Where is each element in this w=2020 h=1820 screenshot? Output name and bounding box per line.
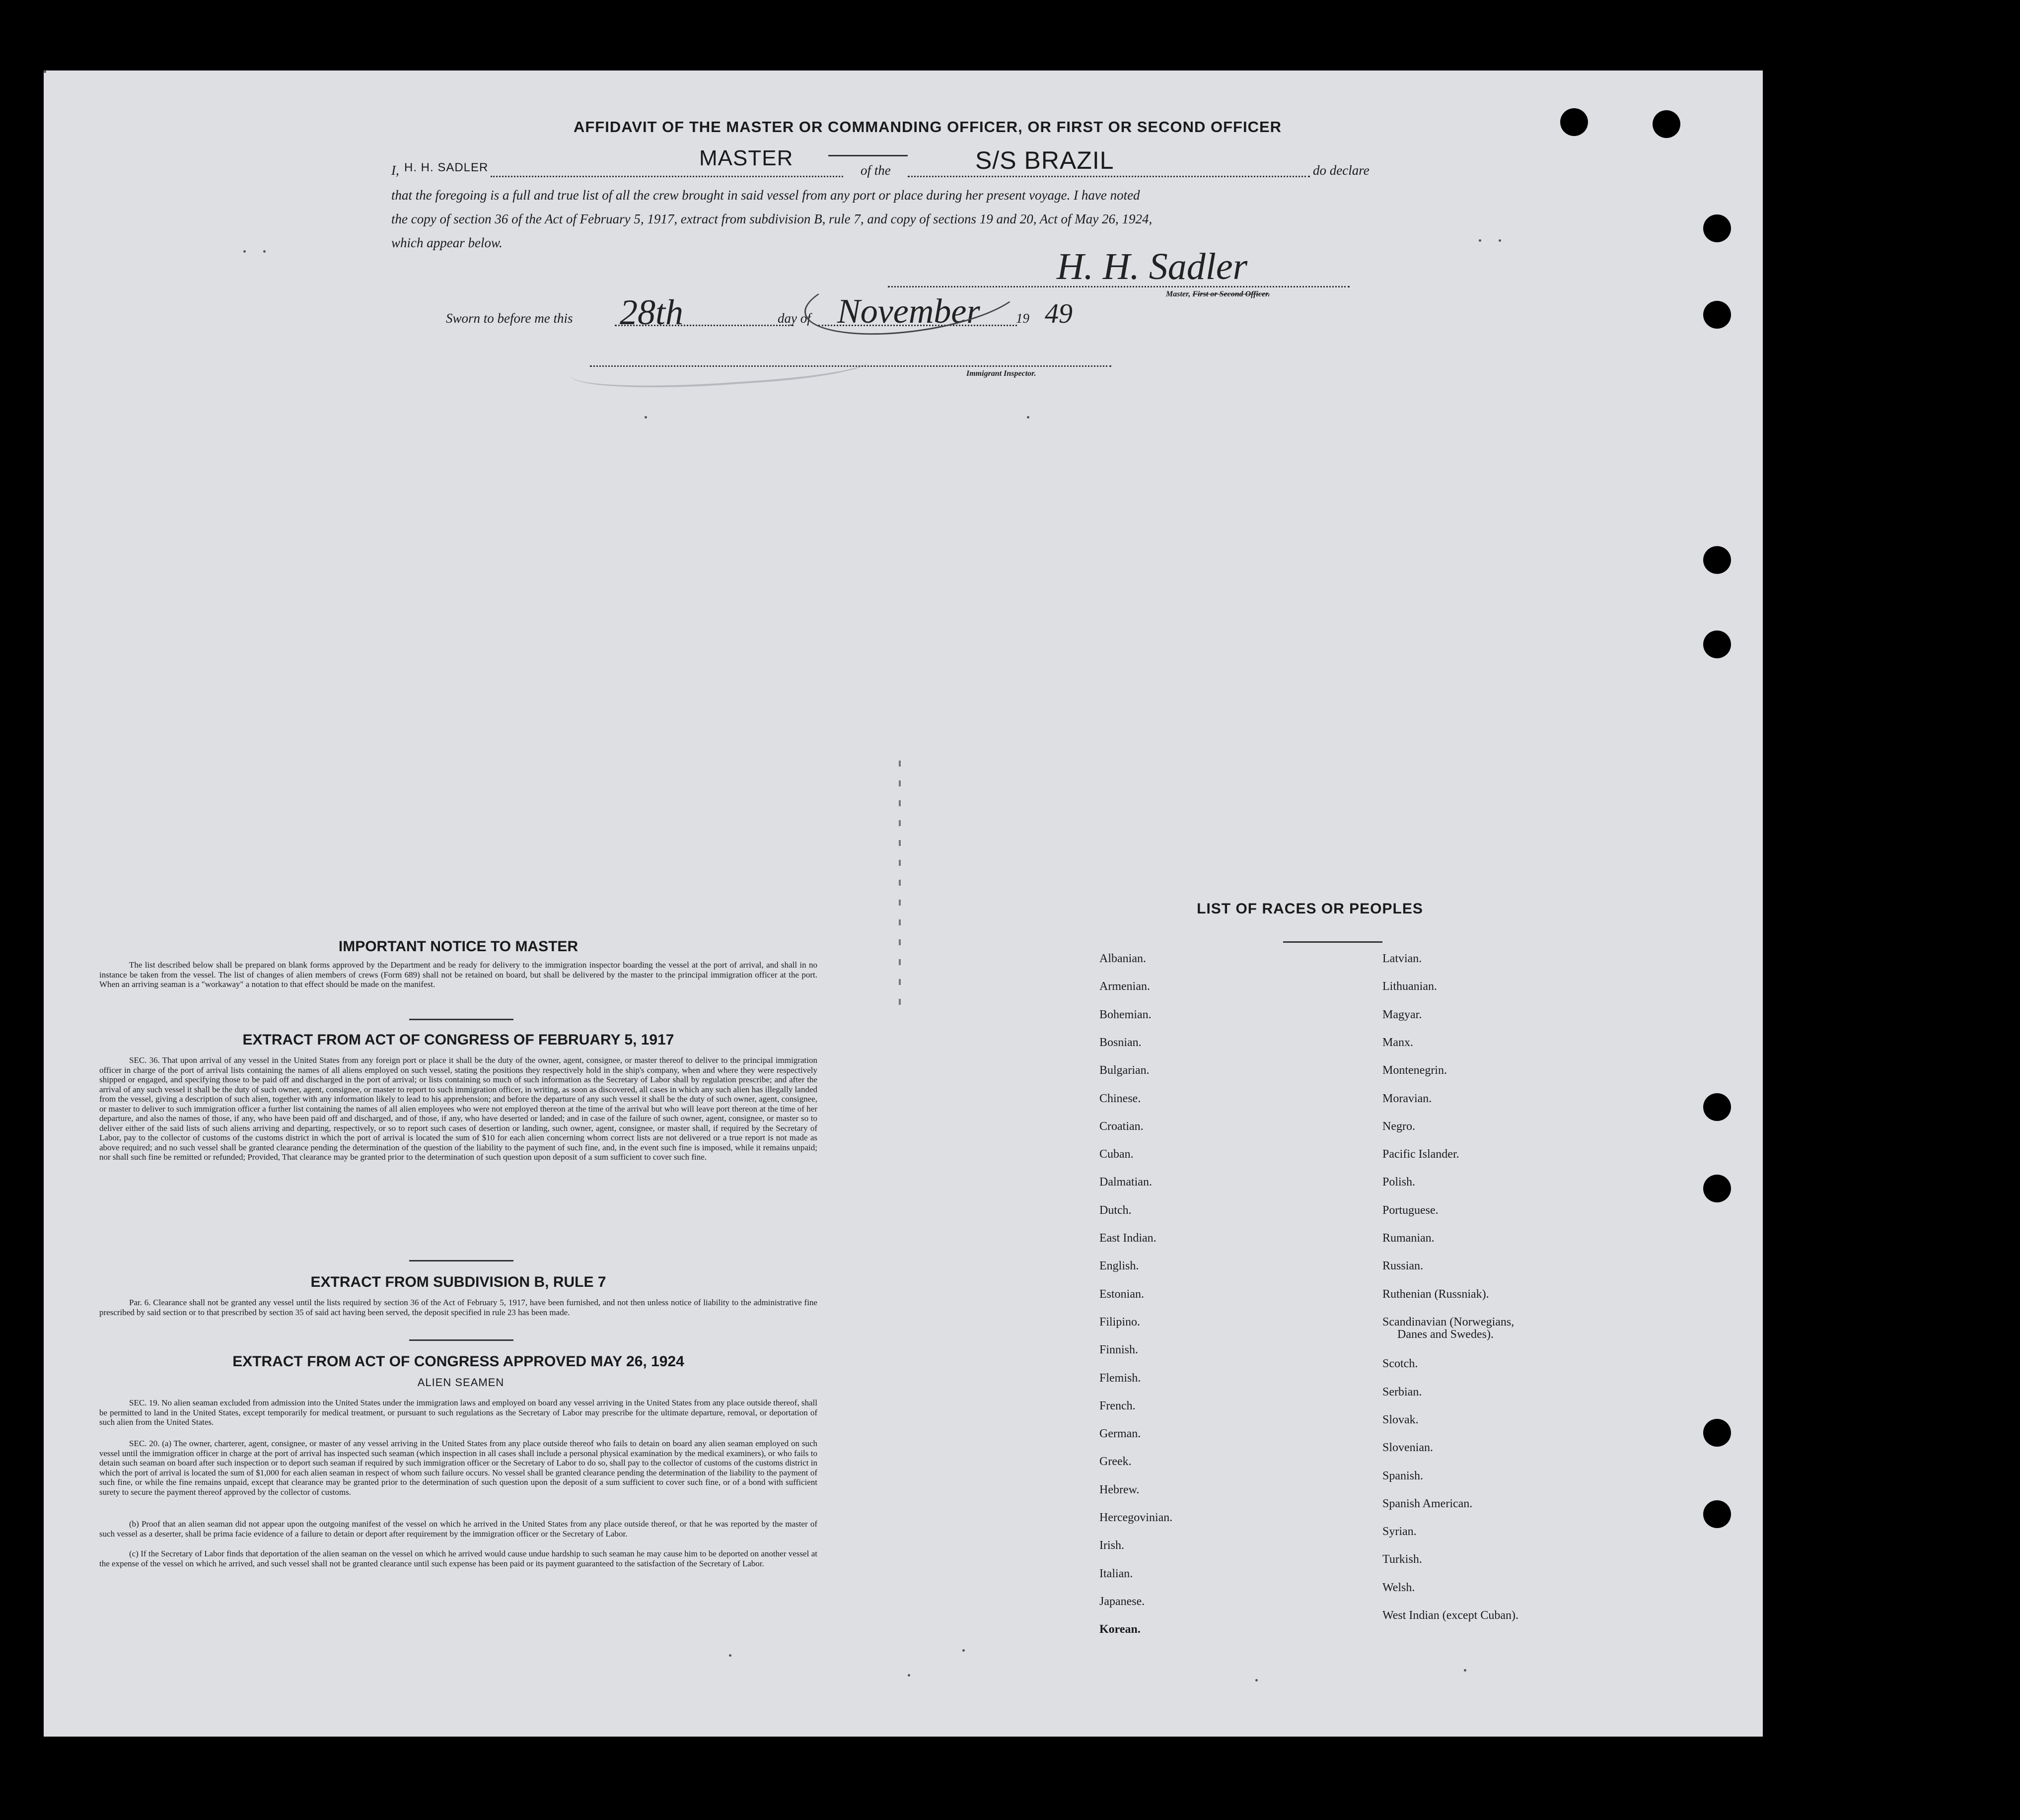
section-divider [409, 1339, 513, 1341]
race-item: Estonian. [1099, 1287, 1144, 1301]
day-of-label: day of [778, 311, 811, 326]
race-item: Croatian. [1099, 1120, 1144, 1133]
dotted-line [491, 176, 843, 177]
dash-mark [828, 155, 908, 156]
race-item: Magyar. [1382, 1008, 1422, 1021]
speck [263, 250, 266, 253]
speck [962, 1649, 965, 1652]
punch-hole [1703, 301, 1731, 329]
race-item: Hercegovinian. [1099, 1511, 1173, 1524]
race-item: Filipino. [1099, 1315, 1141, 1329]
race-item: Scandinavian (Norwegians, [1382, 1315, 1515, 1329]
race-item: Greek. [1099, 1455, 1132, 1469]
race-item: Ruthenian (Russniak). [1382, 1287, 1489, 1301]
dotted-line [908, 176, 1310, 177]
race-item: Bosnian. [1099, 1036, 1142, 1049]
race-item: Serbian. [1382, 1385, 1422, 1399]
race-item: Armenian. [1099, 980, 1150, 993]
race-item: Bohemian. [1099, 1008, 1152, 1021]
punch-hole [1703, 1419, 1731, 1447]
speck [645, 416, 647, 419]
inspector-signature-scrawl [569, 338, 869, 396]
race-item: Danes and Swedes). [1397, 1328, 1494, 1341]
race-item: Irish. [1099, 1539, 1124, 1552]
race-item: Hebrew. [1099, 1483, 1140, 1496]
race-item: Latvian. [1382, 952, 1422, 965]
vessel-name: S/S BRAZIL [975, 146, 1114, 174]
races-divider [1283, 941, 1382, 943]
race-item: Dutch. [1099, 1203, 1132, 1217]
punch-hole [1703, 1500, 1731, 1528]
race-item: Montenegrin. [1382, 1064, 1447, 1077]
year-suffix: 49 [1045, 298, 1073, 329]
race-item: Chinese. [1099, 1092, 1141, 1105]
race-item: Spanish American. [1382, 1497, 1473, 1510]
inspector-line [590, 365, 1111, 367]
signature-caption: Master, First or Second Officer. [1166, 290, 1270, 298]
race-item: Pacific Islander. [1382, 1148, 1459, 1161]
race-item: Bulgarian. [1099, 1064, 1150, 1077]
manifest-page [44, 70, 1763, 1737]
races-title: LIST OF RACES OR PEOPLES [1197, 901, 1423, 917]
speck [729, 1654, 731, 1657]
fold-mark [899, 761, 901, 1019]
speck [44, 70, 46, 73]
struck-text: First or Second Officer. [1192, 290, 1270, 298]
extract-1924-title: EXTRACT FROM ACT OF CONGRESS APPROVED MAY 26, 1924 [232, 1353, 684, 1370]
extract-rule7-title: EXTRACT FROM SUBDIVISION B, RULE 7 [310, 1274, 606, 1290]
extract-1924-sec20a: SEC. 20. (a) The owner, charterer, agent, consignee, or master of any vessel arriving in the United States from any place outside thereof who fails to detain on board any alien seaman employed on such vessel until the immigration officer in charge at the port of arrival has inspected such seaman (which inspection in all cases shall include a personal physical examination by the medical examiners), or who fails to detain such seaman on board after such inspection or to deport such seaman if required by such immigration officer or the Secretary of Labor to do so, shall pay to the collector of customs of the customs district in which the port of arrival is located the sum of $1,000 for each alien seaman in respect of whom such failure occurs. No vessel shall be granted clearance pending the determination of the liability to the payment of such fine, or while the fine remains unpaid, except that clearance may be granted prior to the determination of such question upon the deposit of a sum sufficient to cover such fine, or of a bond with sufficient surety to secure the payment thereof approved by the collector of customs. [99, 1439, 817, 1497]
sworn-day: 28th [620, 292, 684, 332]
lead-i: I, [391, 163, 399, 178]
extract-rule7-text: Par. 6. Clearance shall not be granted any vessel until the lists required by section 36 of the Act of February 5, 1917, have been furnished, and not then unless notice of liability to the administrative fine prescribed by said section or to that prescribed by section 35 of said act having been served, the deposit specified in rule 23 has been made. [99, 1298, 817, 1317]
affidavit-line-3: the copy of section 36 of the Act of February 5, 1917, extract from subdivision B, rule 7, and copy of sections 19 and 20, Act of May 26, 1924, [391, 211, 1153, 226]
race-item: Spanish. [1382, 1469, 1424, 1482]
speck [908, 1674, 910, 1677]
sworn-label: Sworn to before me this [446, 311, 573, 326]
signature-flourish [800, 249, 1029, 347]
punch-hole [1703, 214, 1731, 242]
race-item: Slovak. [1382, 1413, 1419, 1426]
punch-hole [1703, 546, 1731, 574]
punch-hole [1703, 1093, 1731, 1121]
extract-1924-sec20c: (c) If the Secretary of Labor finds that deportation of the alien seaman on the vessel on which he arrived would cause undue hardship to such seaman he may cause him to be deported on another vessel at the expense of the vessel on which he arrived, and such vessel shall not be granted clearance until such expense has been paid or its payment guaranteed to the satisfaction of the Secretary of Labor. [99, 1549, 817, 1568]
of-the-label: of the [861, 163, 891, 178]
year-prefix: 19 [1016, 311, 1029, 326]
race-item: Italian. [1099, 1567, 1133, 1580]
race-item: Welsh. [1382, 1581, 1415, 1594]
section-divider [409, 1019, 513, 1020]
speck [1464, 1669, 1466, 1672]
notice-text: The list described below shall be prepared on blank forms approved by the Department and be ready for delivery to the immigration inspector boarding the vessel at the port of arrival, and shall in no instance be taken from the vessel. The list of changes of alien members of crews (Form 689) shall not be retained on board, but shall be delivered by the master to the principal immigration officer at the port. When an arriving seaman is a "workaway" a notation to that effect should be made on the manifest. [99, 960, 817, 989]
extract-1924-sec19: SEC. 19. No alien seaman excluded from admission into the United States under the immigration laws and employed on board any vessel arriving in the United States from any place outside thereof, shall be permitted to land in the United States, except temporarily for medical treatment, or pursuant to such regulations as the Secretary of Labor may prescribe for the ultimate departure, removal, or deportation of such alien from the United States. [99, 1398, 817, 1427]
section-divider [409, 1260, 513, 1261]
speck [1479, 239, 1481, 242]
race-item: Cuban. [1099, 1148, 1134, 1161]
extract-1917-text: SEC. 36. That upon arrival of any vessel in the United States from any foreign port or place it shall be the duty of the owner, agent, consignee, or master thereof to deliver to the principal immigration officer in charge of the port of arrival lists containing the names of all aliens employed on such vessel, stating the positions they respectively hold in the ship's company, when and where they were respectively shipped or engaged, and specifying those to be paid off and discharged in the port of arrival; or lists containing so much of such information as the Secretary of Labor shall by regulation prescribe; and after the arrival of any such vessel it shall be the duty of such owner, agent, consignee, or master to report to such immigration officer, in writing, as soon as discovered, all cases in which any such alien has illegally landed from the vessel, giving a description of such alien, together with any information likely to lead to his apprehension; and before the departure of any such vessel it shall be the duty of such owner, agent, consignee, or master to deliver to such immigration officer a further list containing the names of all alien employees who were not employed thereon at the time of the arrival but who will leave port thereon at the time of her departure, and also the names of those, if any, who have been paid off and discharged, and of those, if any, who have deserted or landed; and in case of the failure of such owner, agent, consignee, or master so to deliver either of the said lists of such aliens arriving and departing, respectively, or so to report such cases of desertion or landing, such owner, agent, consignee, or master shall, if required by the Secretary of Labor, pay to the collector of customs of the customs district in which the port of arrival is located the sum of $10 for each alien concerning whom correct lists are not delivered or a true report is not made as above required; and no such vessel shall be granted clearance pending the determination of the question of the liability to the payment of such fine, and, in the event such fine is imposed, while it remains unpaid; nor shall such fine be remitted or refunded; Provided, That clearance may be granted prior to the determination of such question upon deposit of a sum sufficient to cover such fine. [99, 1055, 817, 1162]
punch-hole [1560, 108, 1588, 136]
race-item: Russian. [1382, 1260, 1424, 1273]
extract-1917-title: EXTRACT FROM ACT OF CONGRESS OF FEBRUARY 5, 1917 [242, 1032, 674, 1048]
extract-1924-subtitle: ALIEN SEAMEN [417, 1376, 505, 1389]
master-signature: H. H. Sadler [1057, 246, 1248, 287]
race-item: Manx. [1382, 1036, 1413, 1049]
race-item: Rumanian. [1382, 1232, 1435, 1245]
punch-hole [1703, 630, 1731, 658]
race-item: Slovenian. [1382, 1441, 1433, 1455]
race-item: English. [1099, 1260, 1139, 1273]
race-item: Korean. [1099, 1623, 1141, 1636]
master-rank: MASTER [699, 146, 794, 170]
race-item: Albanian. [1099, 952, 1146, 965]
speck [243, 250, 246, 253]
speck [1027, 416, 1029, 419]
affidavit-line-4: which appear below. [391, 235, 503, 250]
speck [1499, 239, 1501, 242]
race-item: Scotch. [1382, 1357, 1418, 1371]
speck [1255, 1679, 1258, 1681]
punch-hole [1653, 110, 1680, 138]
do-declare-label: do declare [1313, 163, 1370, 178]
race-item: German. [1099, 1427, 1141, 1441]
race-item: Finnish. [1099, 1343, 1139, 1357]
inspector-caption: Immigrant Inspector. [966, 369, 1036, 378]
race-item: Japanese. [1099, 1595, 1145, 1608]
race-item: Turkish. [1382, 1553, 1422, 1566]
race-item: Syrian. [1382, 1525, 1417, 1539]
race-item: East Indian. [1099, 1232, 1156, 1245]
race-item: French. [1099, 1399, 1136, 1412]
affidavit-line-2: that the foregoing is a full and true list of all the crew brought in said vessel from any port or place during her present voyage. I have noted [391, 188, 1140, 203]
race-item: West Indian (except Cuban). [1382, 1609, 1518, 1622]
master-name: H. H. SADLER [404, 161, 489, 174]
race-item: Moravian. [1382, 1092, 1432, 1105]
race-item: Portuguese. [1382, 1203, 1439, 1217]
notice-title: IMPORTANT NOTICE TO MASTER [338, 938, 578, 955]
race-item: Polish. [1382, 1176, 1416, 1189]
sworn-month: November [837, 292, 980, 331]
race-item: Lithuanian. [1382, 980, 1437, 993]
punch-hole [1703, 1175, 1731, 1202]
race-item: Flemish. [1099, 1371, 1141, 1385]
race-item: Dalmatian. [1099, 1176, 1152, 1189]
affidavit-title: AFFIDAVIT OF THE MASTER OR COMMANDING OFFICER, OR FIRST OR SECOND OFFICER [573, 118, 1282, 136]
race-item: Negro. [1382, 1120, 1415, 1133]
extract-1924-sec20b: (b) Proof that an alien seaman did not appear upon the outgoing manifest of the vessel on which he arrived in the United States from any place outside thereof, or that he was reported by the master of such vessel as a deserter, shall be prima facie evidence of a failure to detain or deport after requirement by the immigration officer or the Secretary of Labor. [99, 1519, 817, 1539]
